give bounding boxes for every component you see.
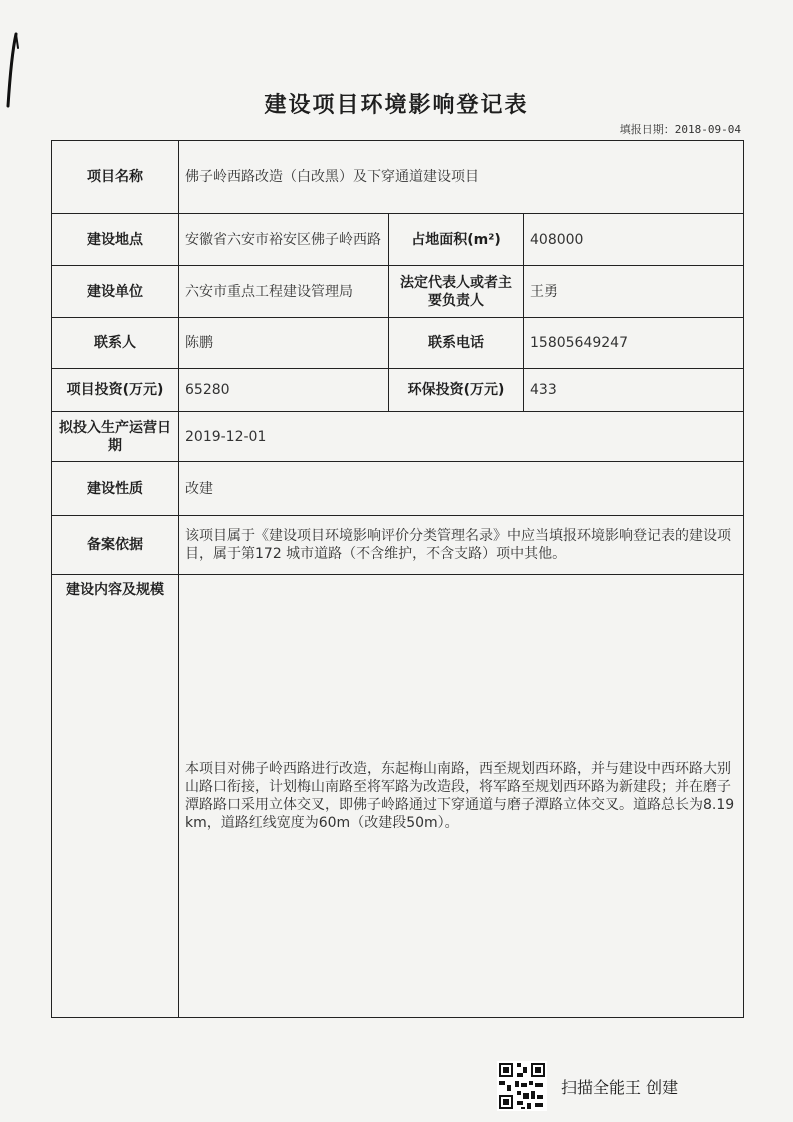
area-label: 占地面积(m²) <box>389 214 524 266</box>
row-nature <box>52 462 744 516</box>
qr-code-icon <box>497 1061 547 1111</box>
investment-value: 65280 <box>179 369 389 412</box>
investment-label: 项目投资(万元) <box>52 369 179 412</box>
contact-label: 联系人 <box>52 318 179 369</box>
env-investment-value: 433 <box>524 369 744 412</box>
row-basis <box>52 516 744 575</box>
location-value: 安徽省六安市裕安区佛子岭西路 <box>179 214 389 266</box>
scope-label: 建设内容及规模 <box>52 575 179 1018</box>
phone-value: 15805649247 <box>524 318 744 369</box>
row-location <box>52 214 744 266</box>
basis-label: 备案依据 <box>52 516 179 575</box>
row-project-name <box>52 141 744 214</box>
form-title: 建设项目环境影响登记表 <box>264 93 529 118</box>
start-date-value: 2019-12-01 <box>179 412 744 462</box>
row-start-date <box>52 412 744 462</box>
area-value: 408000 <box>524 214 744 266</box>
nature-label: 建设性质 <box>52 462 179 516</box>
builder-value: 六安市重点工程建设管理局 <box>179 266 389 318</box>
row-builder <box>52 266 744 318</box>
row-investment <box>52 369 744 412</box>
start-date-label: 拟投入生产运营日期 <box>52 412 179 462</box>
nature-value: 改建 <box>179 462 744 516</box>
project-name-label: 项目名称 <box>52 141 179 214</box>
phone-label: 联系电话 <box>389 318 524 369</box>
scope-value: 本项目对佛子岭西路进行改造，东起梅山南路，西至规划西环路，并与建设中西环路大别山路口衔接，计划梅山南路至将军路为改造段，将军路至规划西环路为新建段；并在磨子潭路路口采用立体交叉，即佛子岭路通过下穿通道与磨子潭路立体交叉。道路总长为8.19km，道路红线宽度为60m（改建段50m）。 <box>179 575 744 1018</box>
row-contact <box>52 318 744 369</box>
legal-rep-label: 法定代表人或者主要负责人 <box>389 266 524 318</box>
fill-date: 填报日期：2018-09-04 <box>619 123 741 136</box>
scanner-watermark <box>497 1058 678 1114</box>
registration-form-table <box>51 140 744 1018</box>
project-name-value: 佛子岭西路改造（白改黑）及下穿通道建设项目 <box>179 141 744 214</box>
legal-rep-value: 王勇 <box>524 266 744 318</box>
env-investment-label: 环保投资(万元) <box>389 369 524 412</box>
contact-value: 陈鹏 <box>179 318 389 369</box>
location-label: 建设地点 <box>52 214 179 266</box>
builder-label: 建设单位 <box>52 266 179 318</box>
scanner-text: 扫描全能王 创建 <box>561 1077 679 1097</box>
row-scope <box>52 575 744 1018</box>
basis-value: 该项目属于《建设项目环境影响评价分类管理名录》中应当填报环境影响登记表的建设项目，属于第172 城市道路（不含维护，不含支路）项中其他。 <box>179 516 744 575</box>
